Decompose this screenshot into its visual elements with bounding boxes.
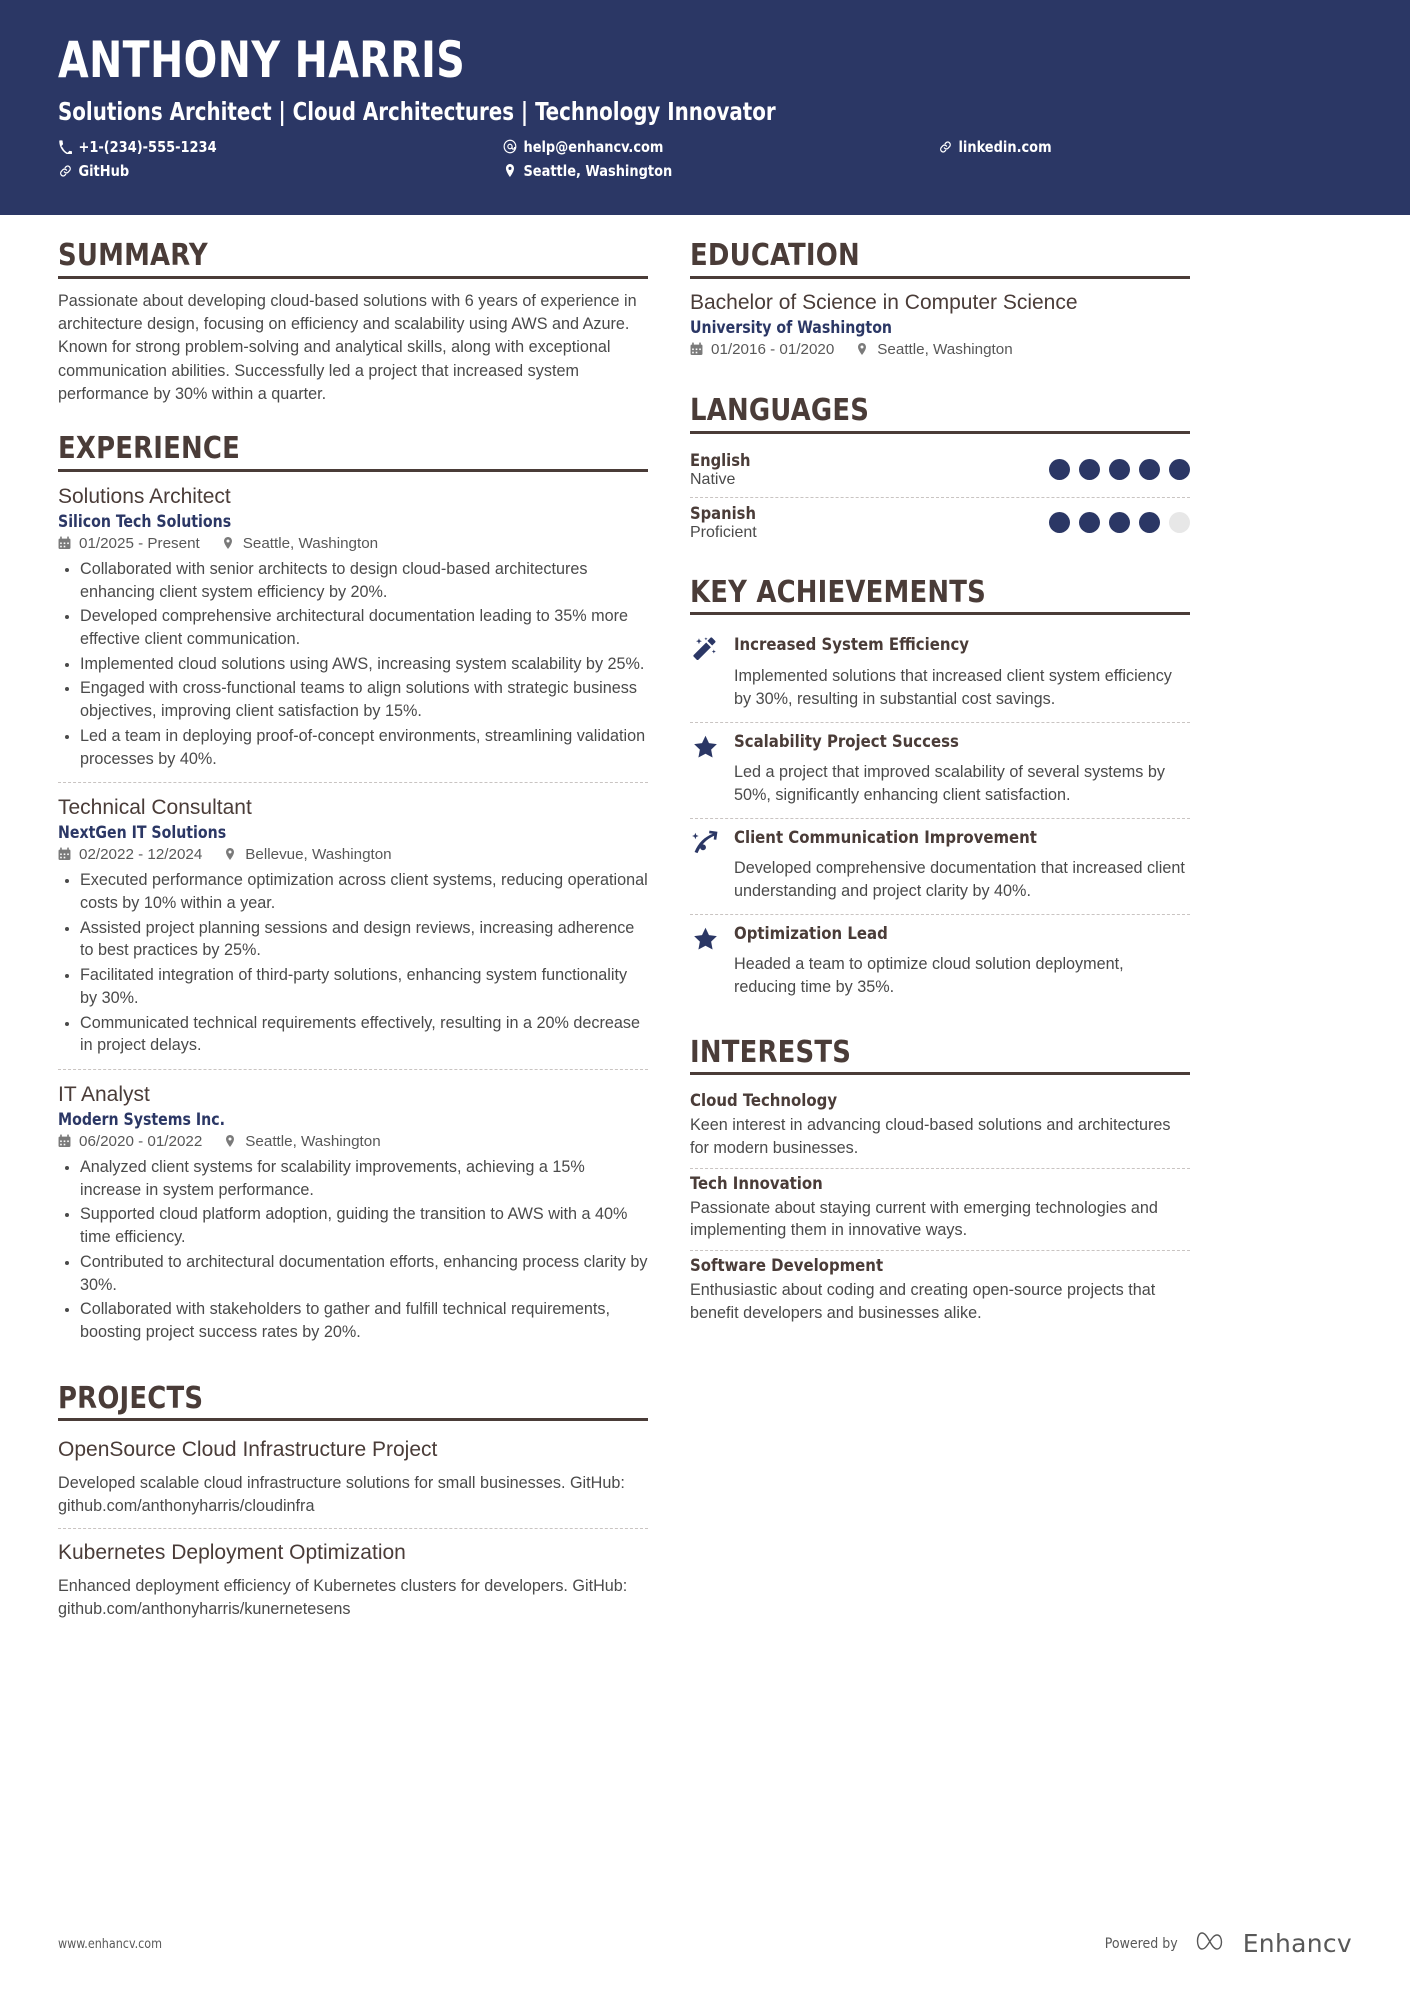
rating-dot [1169, 459, 1190, 480]
interest-entry [690, 1250, 1190, 1332]
project-name: OpenSource Cloud Infrastructure Project [58, 1438, 438, 1462]
contact-location [503, 162, 908, 180]
contact-list [58, 138, 1352, 180]
school-name: University of Washington [690, 318, 893, 338]
right-column [690, 215, 1190, 1332]
contact-phone-text: +1-(234)-555-1234 [78, 137, 217, 156]
project-description: Enhanced deployment efficiency of Kubernetes clusters for developers. GitHub: github.com/anthonyharris/kunernetesens [58, 1577, 628, 1618]
rating-dot [1139, 512, 1160, 533]
rating-dot [1169, 512, 1190, 533]
section-interests [690, 1036, 1190, 1333]
education-entry [690, 290, 1190, 369]
location-icon [224, 1134, 238, 1149]
star-icon [690, 924, 720, 954]
job-bullet: • Implemented cloud solutions using AWS, increasing system scalability by 25%. [80, 653, 648, 676]
company-name: Silicon Tech Solutions [58, 512, 232, 532]
language-level: Native [690, 470, 736, 488]
section-divider [690, 276, 1190, 279]
job-bullet: • Contributed to architectural documentation efforts, enhancing process clarity by 30%. [80, 1251, 648, 1296]
job-location [224, 1133, 380, 1150]
footer-url[interactable]: www.enhancv.com [58, 1935, 163, 1952]
education-dates [690, 341, 834, 358]
star-icon [690, 732, 720, 762]
job-bullet: • Led a team in deploying proof-of-concept environments, streamlining validation processes by 40%. [80, 725, 648, 770]
interest-name: Cloud Technology [690, 1091, 838, 1111]
enhancv-mark-icon [1194, 1928, 1234, 1959]
job-dates-text: 01/2025 - Present [79, 535, 200, 553]
job-meta [58, 1133, 648, 1150]
section-languages [690, 394, 1190, 550]
language-level: Proficient [690, 523, 757, 541]
calendar-icon [58, 847, 72, 862]
achievement-description: Implemented solutions that increased client system efficiency by 30%, resulting in substantial cost savings. [734, 667, 1172, 708]
education-location [856, 341, 1012, 358]
job-meta [58, 535, 648, 552]
calendar-icon [690, 342, 704, 357]
email-icon [503, 139, 517, 154]
powered-by-label: Powered by [1104, 1935, 1178, 1952]
job-title: IT Analyst [58, 1082, 150, 1106]
language-name: Spanish [690, 503, 756, 523]
job-bullet: • Communicated technical requirements effectively, resulting in a 20% decrease in project delays. [80, 1012, 648, 1057]
achievement-title: Client Communication Improvement [734, 827, 1037, 847]
job-bullets [58, 558, 648, 770]
section-projects [58, 1382, 648, 1631]
achievement-entry [690, 914, 1190, 1010]
location-icon [856, 342, 870, 357]
company-name: Modern Systems Inc. [58, 1110, 225, 1130]
section-divider [690, 612, 1190, 615]
left-column [58, 215, 648, 1630]
project-description: Developed scalable cloud infrastructure solutions for small businesses. GitHub: github.com/anthonyharris/cloudinfra [58, 1474, 625, 1516]
resume-header [0, 0, 1410, 215]
job-bullet: • Facilitated integration of third-party solutions, enhancing system functionality by 30%. [80, 964, 648, 1009]
job-dates [58, 846, 202, 863]
experience-entry [58, 782, 648, 1069]
contact-linkedin[interactable] [938, 138, 1323, 156]
link-icon [938, 139, 952, 154]
enhancv-logo [1194, 1928, 1352, 1959]
project-name: Kubernetes Deployment Optimization [58, 1540, 406, 1564]
resume-body [0, 215, 1410, 1630]
job-location-text: Bellevue, Washington [245, 846, 392, 864]
interest-description: Keen interest in advancing cloud-based solutions and architectures for modern businesses. [690, 1116, 1171, 1158]
rating-dot [1139, 459, 1160, 480]
projects-heading: PROJECTS [58, 1380, 204, 1416]
company-name: NextGen IT Solutions [58, 823, 227, 843]
job-bullet: • Collaborated with senior architects to design cloud-based architectures enhancing client system efficiency by 20%. [80, 558, 648, 603]
job-bullet: • Engaged with cross-functional teams to align solutions with strategic business objectives, improving client satisfaction by 15%. [80, 677, 648, 722]
experience-entry [58, 483, 648, 782]
education-meta [690, 341, 1190, 358]
job-dates [58, 535, 200, 552]
languages-heading: LANGUAGES [690, 393, 870, 429]
job-bullet: • Developed comprehensive architectural documentation leading to 35% more effective client communication. [80, 605, 648, 650]
job-bullets [58, 1156, 648, 1343]
achievement-title: Scalability Project Success [734, 731, 959, 751]
interests-heading: INTERESTS [690, 1034, 852, 1070]
section-experience [58, 432, 648, 1355]
contact-phone[interactable] [58, 138, 472, 156]
rating-dot [1079, 512, 1100, 533]
job-location-text: Seattle, Washington [245, 1133, 381, 1151]
contact-linkedin-text: linkedin.com [958, 137, 1052, 156]
achievement-entry [690, 818, 1190, 914]
education-location-text: Seattle, Washington [877, 341, 1013, 359]
achievement-entry [690, 626, 1190, 721]
job-location-text: Seattle, Washington [242, 535, 379, 553]
experience-entry [58, 1069, 648, 1356]
interest-entry [690, 1168, 1190, 1250]
magic-wand-icon [690, 635, 720, 665]
contact-email-text: help@enhancv.com [523, 137, 664, 156]
phone-icon [58, 139, 72, 154]
calendar-icon [58, 536, 72, 551]
resume-footer [0, 1928, 1410, 1959]
section-summary [58, 239, 648, 406]
section-education [690, 239, 1190, 368]
enhancv-wordmark: Enhancv [1242, 1929, 1352, 1958]
job-title: Solutions Architect [58, 484, 231, 508]
rating-dot [1049, 512, 1070, 533]
language-name: English [690, 450, 751, 470]
job-bullet: • Supported cloud platform adoption, guiding the transition to AWS with a 40% time efficiency. [80, 1203, 648, 1248]
section-divider [58, 469, 648, 472]
achievement-description: Led a project that improved scalability of several systems by 50%, significantly enhancing client satisfaction. [734, 763, 1165, 804]
language-rating [1049, 451, 1190, 480]
education-heading: EDUCATION [690, 238, 860, 273]
job-location [224, 846, 391, 863]
achievement-description: Developed comprehensive documentation that increased client understanding and project clarity by 40%. [734, 859, 1185, 900]
job-location [222, 535, 378, 552]
project-entry [58, 1528, 648, 1631]
section-divider [690, 1072, 1190, 1075]
job-dates-text: 06/2020 - 01/2022 [79, 1133, 203, 1151]
section-divider [58, 276, 648, 279]
contact-email[interactable] [503, 138, 908, 156]
job-bullet: • Analyzed client systems for scalability improvements, achieving a 15% increase in system performance. [80, 1156, 648, 1201]
job-title: Technical Consultant [58, 796, 252, 820]
trending-arrow-icon [690, 828, 720, 858]
footer-branding [1105, 1928, 1352, 1959]
education-dates-text: 01/2016 - 01/2020 [711, 341, 835, 359]
calendar-icon [58, 1134, 72, 1149]
achievement-title: Increased System Efficiency [734, 635, 970, 655]
job-meta [58, 846, 648, 863]
rating-dot [1109, 459, 1130, 480]
location-icon [503, 163, 517, 178]
section-divider [58, 1418, 648, 1421]
interest-description: Passionate about staying current with emerging technologies and implementing them in innovative ways. [690, 1198, 1158, 1240]
project-entry [58, 1432, 648, 1528]
degree-name: Bachelor of Science in Computer Science [690, 290, 1078, 314]
candidate-name: ANTHONY HARRIS [58, 31, 466, 89]
job-dates [58, 1133, 202, 1150]
section-achievements [690, 576, 1190, 1010]
language-row [690, 445, 1190, 497]
summary-heading: SUMMARY [58, 238, 208, 273]
interest-name: Tech Innovation [690, 1173, 823, 1193]
interest-name: Software Development [690, 1256, 884, 1276]
achievement-title: Optimization Lead [734, 923, 888, 943]
rating-dot [1109, 512, 1130, 533]
language-row [690, 497, 1190, 550]
contact-github[interactable] [58, 162, 472, 180]
job-dates-text: 02/2022 - 12/2024 [79, 846, 203, 864]
rating-dot [1049, 459, 1070, 480]
achievement-description: Headed a team to optimize cloud solution deployment, reducing time by 35%. [734, 955, 1124, 997]
language-rating [1049, 504, 1190, 533]
rating-dot [1079, 459, 1100, 480]
link-icon [58, 163, 72, 178]
achievement-entry [690, 722, 1190, 818]
interest-description: Enthusiastic about coding and creating open-source projects that benefit developers and businesses alike. [690, 1281, 1156, 1322]
job-bullet: • Collaborated with stakeholders to gather and fulfill technical requirements, boosting project success rates by 20%. [80, 1298, 648, 1343]
location-icon [222, 536, 236, 551]
contact-location-text: Seattle, Washington [523, 161, 673, 180]
job-bullet: • Executed performance optimization across client systems, reducing operational costs by 10% within a year. [80, 869, 648, 914]
experience-heading: EXPERIENCE [58, 431, 240, 467]
job-bullet: • Assisted project planning sessions and design reviews, increasing adherence to best practices by 25%. [80, 917, 648, 962]
summary-text: Passionate about developing cloud-based solutions with 6 years of experience in architecture design, focusing on efficiency and scalability using AWS and Azure. Known for strong problem-solving and analytical skills, along with exceptional communication abilities. Successfully led a project that increased system performance by 30% within a quarter. [58, 291, 637, 403]
interest-entry [690, 1086, 1190, 1167]
section-divider [690, 431, 1190, 434]
contact-github-text: GitHub [78, 161, 130, 180]
job-bullets [58, 869, 648, 1056]
location-icon [224, 847, 238, 862]
candidate-role: Solutions Architect | Cloud Architectures | Technology Innovator [58, 96, 776, 126]
achievements-heading: KEY ACHIEVEMENTS [690, 574, 986, 610]
